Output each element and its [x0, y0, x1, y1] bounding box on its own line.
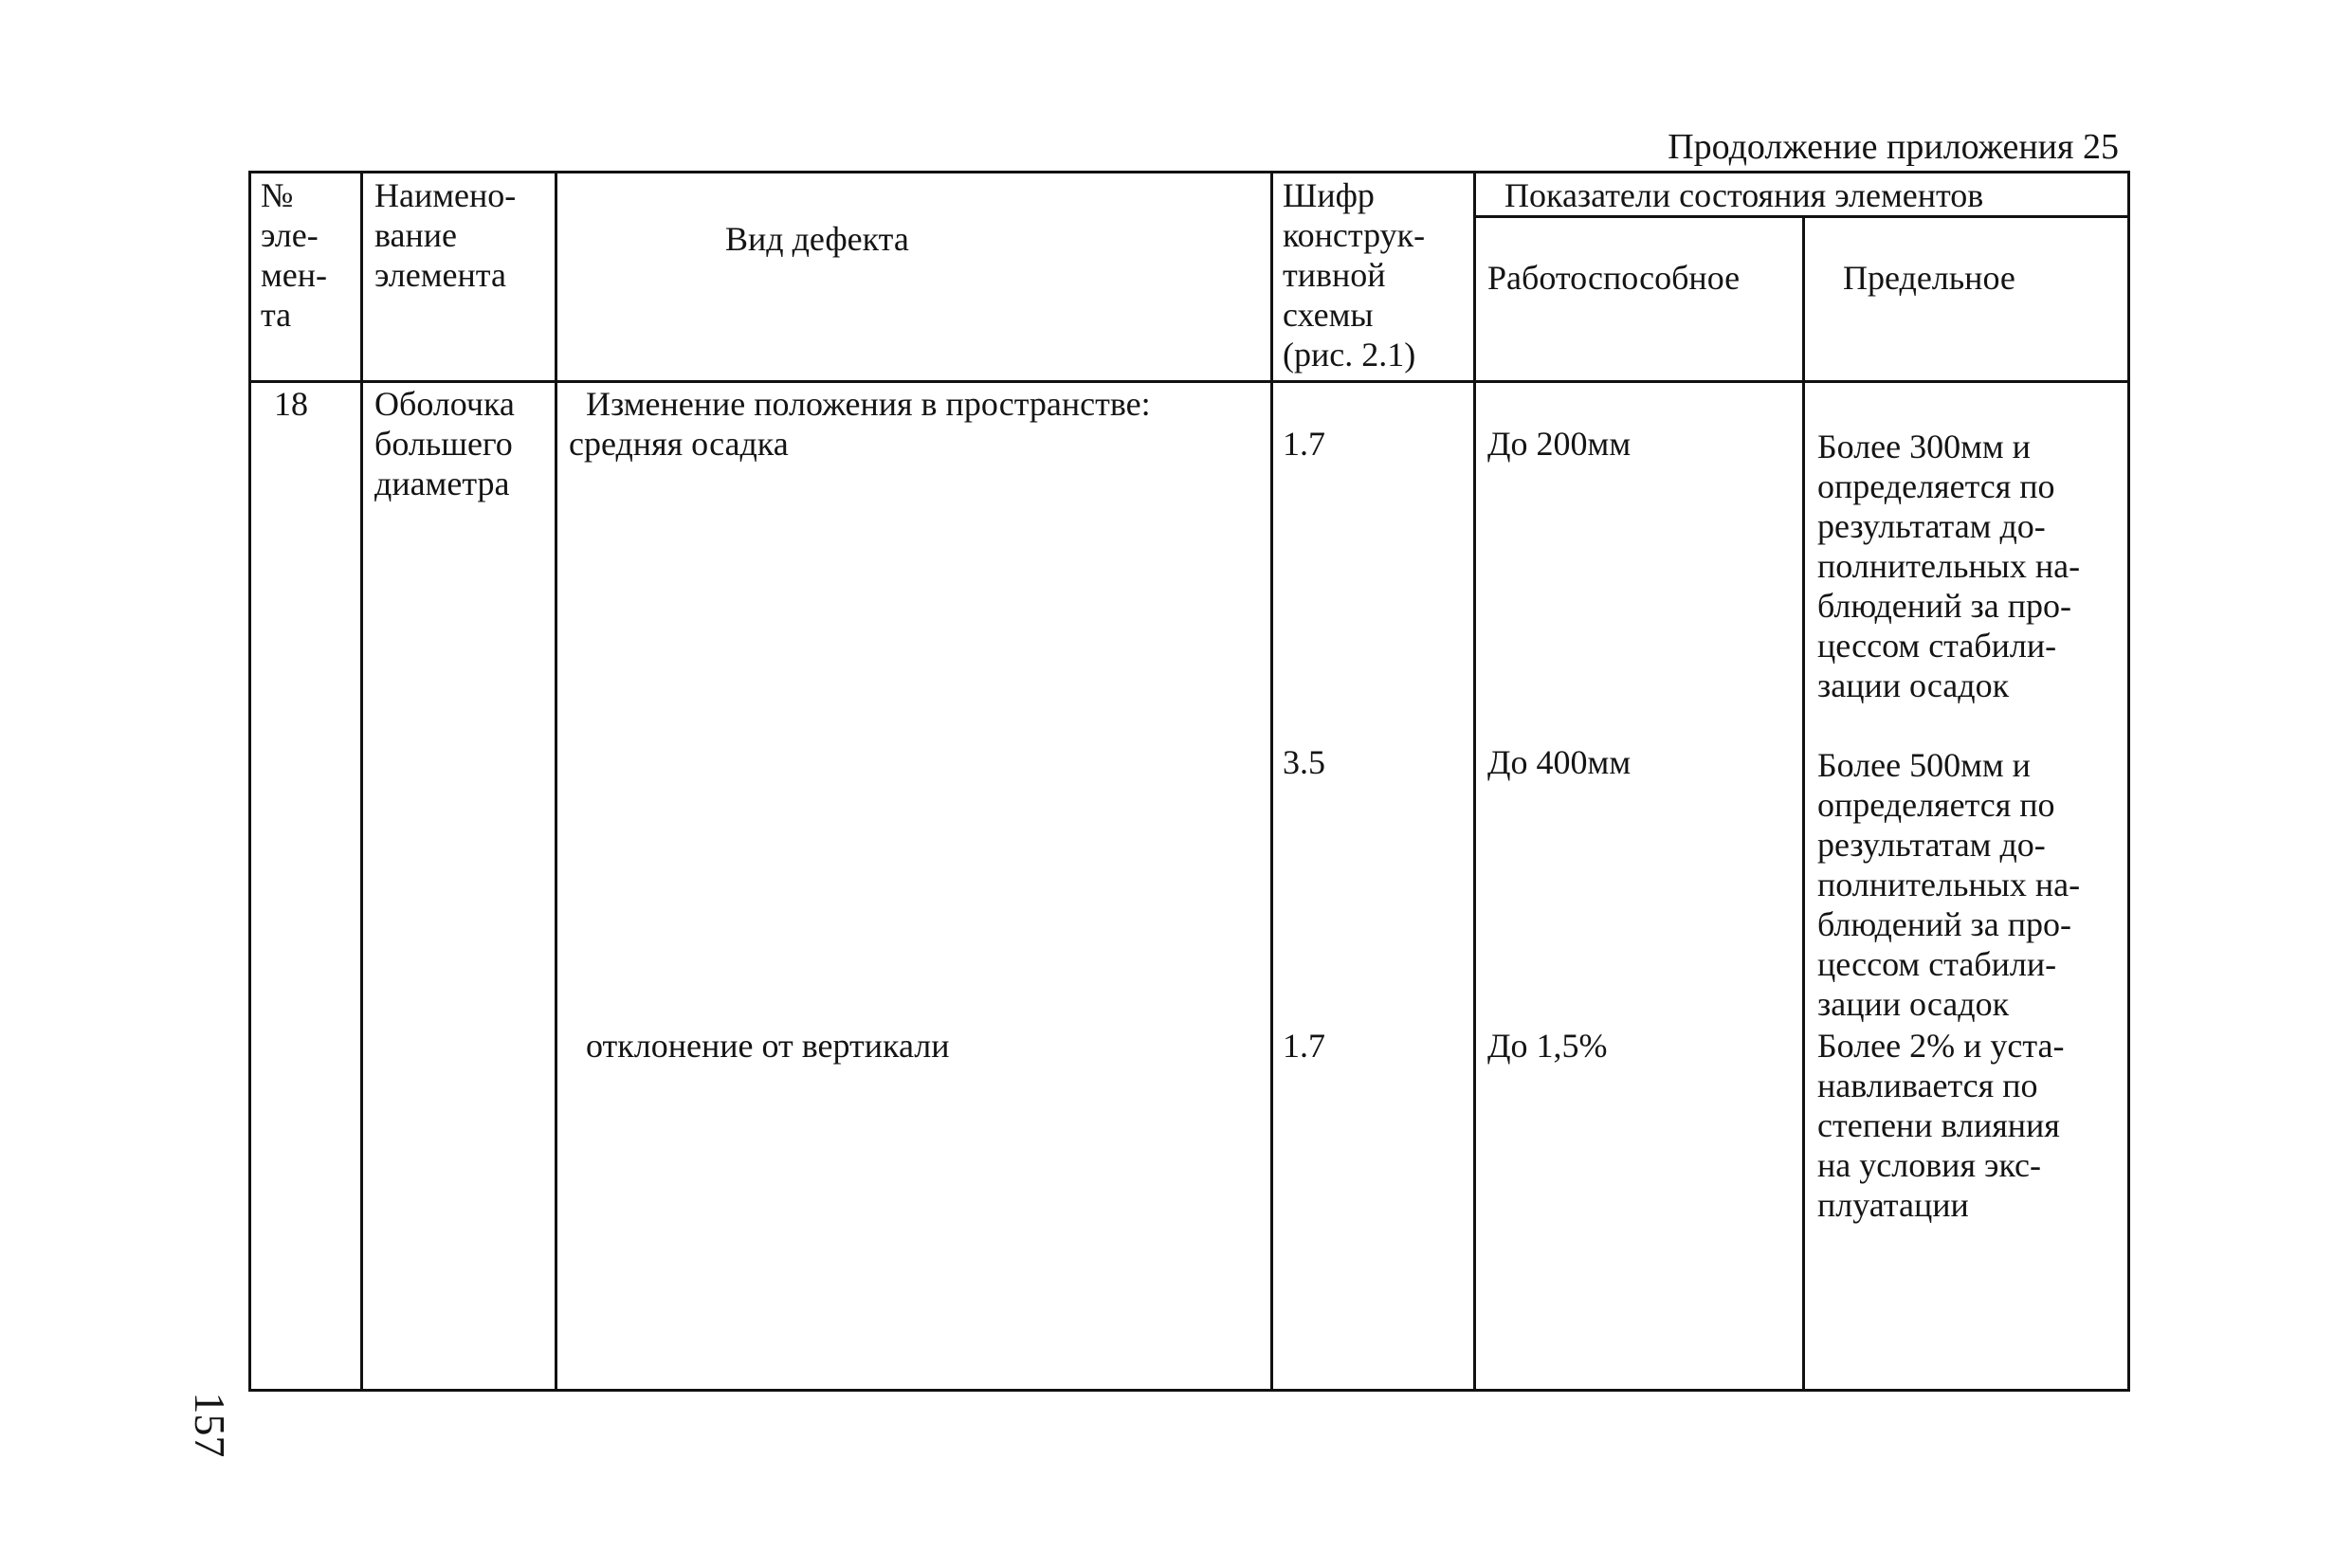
- defect-average-settlement: средняя осадка: [569, 425, 789, 463]
- entry-3-operable: До 1,5%: [1487, 1027, 1608, 1065]
- entry-2-operable: До 400мм: [1487, 743, 1632, 781]
- row-element-name: Оболочка большего диаметра: [374, 385, 515, 502]
- rule-col-1: [360, 173, 363, 1389]
- header-scheme-cipher: Шифр конструк- тивной схемы (рис. 2.1): [1283, 176, 1426, 374]
- row-element-number: 18: [274, 385, 308, 423]
- header-element-name: Наимено- вание элемента: [374, 176, 517, 294]
- entry-1-operable: До 200мм: [1487, 425, 1632, 463]
- rule-col-5: [1802, 216, 1805, 1389]
- page-number: 157: [186, 1392, 234, 1458]
- header-operable: Работоспособное: [1487, 259, 1741, 297]
- rule-col-2: [555, 173, 557, 1389]
- defects-table: [248, 171, 2130, 1392]
- defect-main: Изменение положения в пространстве:: [586, 385, 1151, 423]
- header-defect-type: Вид дефекта: [725, 220, 909, 258]
- rule-col-3: [1270, 173, 1273, 1389]
- header-limit: Предельное: [1843, 259, 2015, 297]
- rule-col-4: [1473, 173, 1476, 1389]
- rule-header-bottom: [251, 380, 2127, 383]
- entry-2-limit: Более 500мм и определяется по результатам до- полнительных на- блюдений за про- цессом стабили- зации осадок: [1817, 746, 2081, 1023]
- rule-subheader: [1473, 215, 2127, 218]
- header-state-indicators: Показатели состояния элементов: [1504, 176, 1984, 214]
- entry-3-cipher: 1.7: [1283, 1027, 1325, 1065]
- entry-1-limit: Более 300мм и определяется по результатам до- полнительных на- блюдений за про- цессом стабили- зации осадок: [1817, 428, 2081, 704]
- defect-vertical-deviation: отклонение от вертикали: [586, 1027, 950, 1065]
- continuation-caption: Продолжение приложения 25: [1668, 127, 2119, 167]
- entry-1-cipher: 1.7: [1283, 425, 1325, 463]
- entry-2-cipher: 3.5: [1283, 743, 1325, 781]
- header-element-number: № эле- мен- та: [261, 176, 328, 334]
- entry-3-limit: Более 2% и уста- навливается по степени влияния на условия экс- плуатации: [1817, 1027, 2065, 1224]
